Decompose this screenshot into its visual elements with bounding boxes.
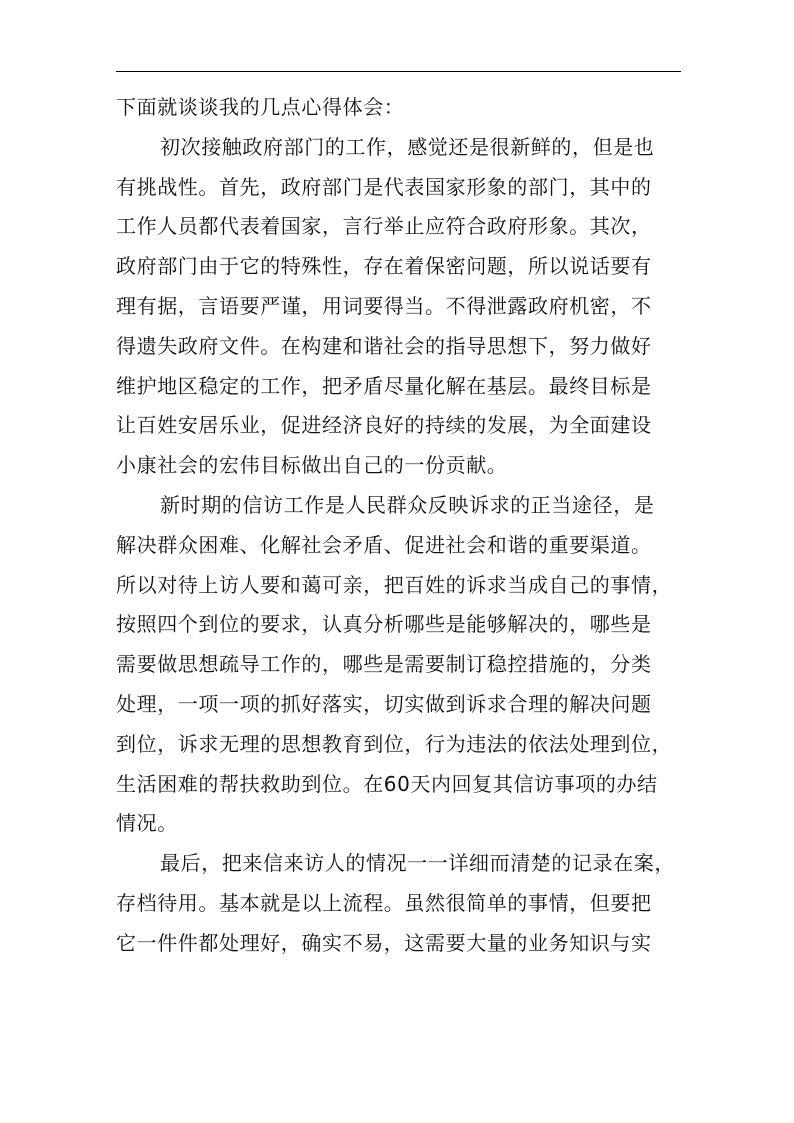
text-line: 情况。	[116, 811, 178, 836]
text-line: 处理，一项一项的抓好落实，切实做到诉求合理的解决问题	[116, 691, 652, 716]
text-line: 解决群众困难、化解社会矛盾、促进社会和谐的重要渠道。	[116, 532, 652, 557]
header-rule	[116, 71, 681, 72]
text-line: 下面就谈谈我的几点心得体会：	[116, 95, 405, 119]
text-line: 工作人员都代表着国家，言行举止应符合政府形象。其次，	[116, 214, 652, 239]
text-line: 理有据，言语要严谨，用词要得当。不得泄露政府机密，不	[116, 293, 652, 318]
text-line: 得遗失政府文件。在构建和谐社会的指导思想下，努力做好	[116, 333, 652, 358]
text-line: 所以对待上访人要和蔼可亲，把百姓的诉求当成自己的事情，	[116, 572, 673, 597]
text-line: 按照四个到位的要求，认真分析哪些是能够解决的，哪些是	[116, 612, 652, 637]
text-line: 到位，诉求无理的思想教育到位，行为违法的依法处理到位，	[116, 731, 673, 756]
text-line: 存档待用。基本就是以上流程。虽然很简单的事情，但要把	[116, 890, 652, 915]
text-line: 让百姓安居乐业，促进经济良好的持续的发展，为全面建设	[116, 413, 652, 438]
text-line: 需要做思想疏导工作的，哪些是需要制订稳控措施的，分类	[116, 652, 652, 677]
text-line: 有挑战性。首先，政府部门是代表国家形象的部门，其中的	[116, 174, 652, 199]
text-line: 小康社会的宏伟目标做出自己的一份贡献。	[116, 453, 508, 478]
text-line: 维护地区稳定的工作，把矛盾尽量化解在基层。最终目标是	[116, 373, 652, 398]
text-line: 它一件件都处理好，确实不易，这需要大量的业务知识与实	[116, 930, 652, 955]
text-line: 政府部门由于它的特殊性，存在着保密问题，所以说话要有	[116, 254, 652, 279]
paragraph-first-line: 新时期的信访工作是人民群众反映诉求的正当途径，是	[160, 492, 655, 517]
text-line: 生活困难的帮扶救助到位。在60天内回复其信访事项的办结	[116, 771, 658, 796]
paragraph-first-line: 最后，把来信来访人的情况一一详细而清楚的记录在案，	[160, 851, 675, 876]
paragraph-first-line: 初次接触政府部门的工作，感觉还是很新鲜的，但是也	[160, 134, 655, 159]
document-body	[116, 88, 681, 964]
